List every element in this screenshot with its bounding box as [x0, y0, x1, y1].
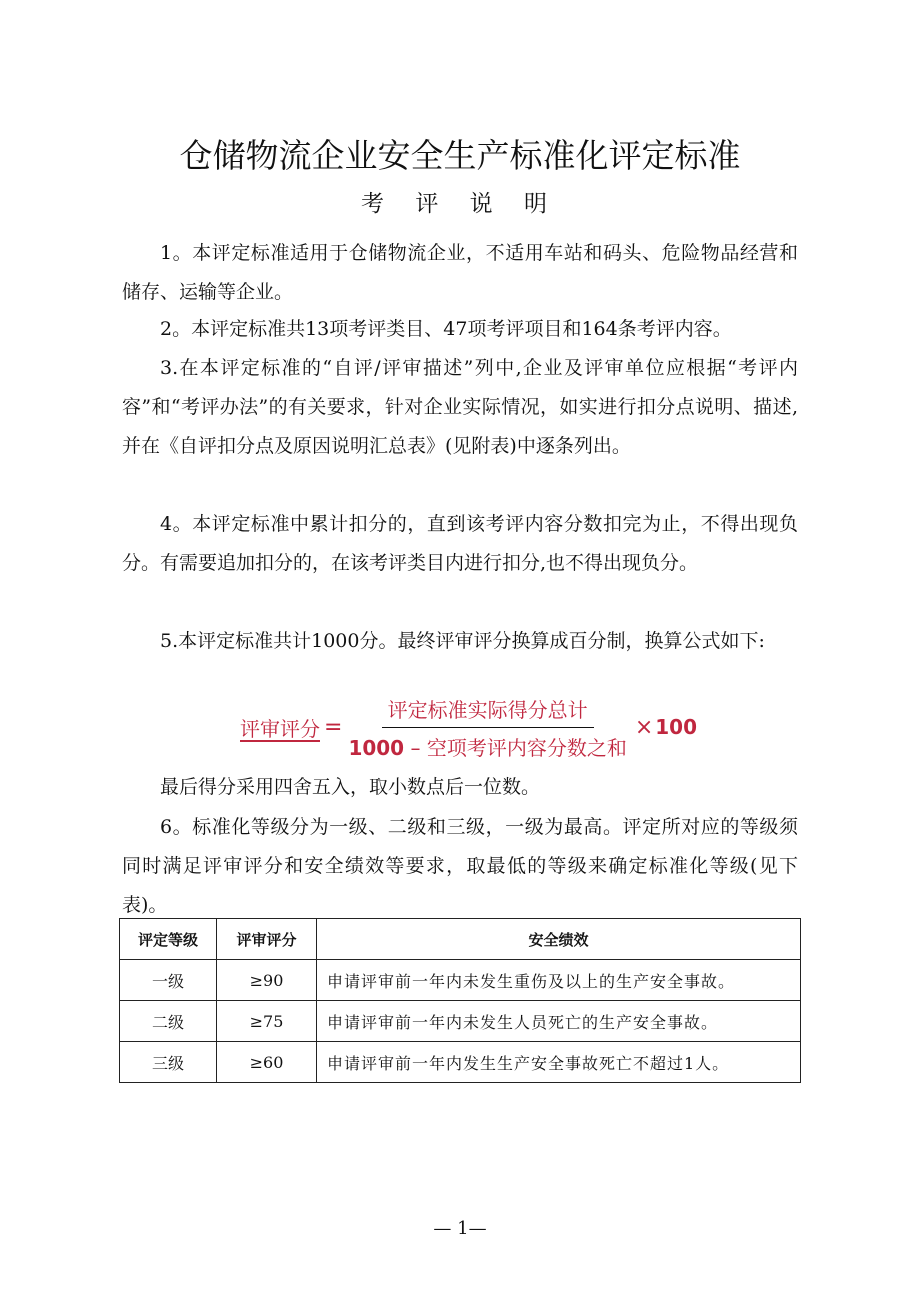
table-row: [120, 1042, 801, 1083]
page-number: — 1—: [433, 1218, 487, 1239]
header-performance: 安全绩效: [317, 919, 801, 960]
header-grade: 评定等级: [120, 919, 217, 960]
paragraph-5: 5.本评定标准共计1000分。最终评审评分换算成百分制，换算公式如下:: [160, 630, 765, 652]
formula-lhs: 评审评分: [240, 716, 320, 741]
formula-denominator-text: 空项考评内容分数之和: [426, 735, 627, 760]
table-row: [120, 960, 801, 1001]
cell-grade: 一级: [120, 960, 217, 1001]
cell-grade: 二级: [120, 1001, 217, 1042]
cell-performance: 申请评审前一年内未发生人员死亡的生产安全事故。: [317, 1001, 801, 1042]
section-subtitle: 考 评 说 明: [361, 191, 559, 217]
cell-score: ≥75: [217, 1001, 317, 1042]
cell-score: ≥60: [217, 1042, 317, 1083]
paragraph-7: 6。标准化等级分为一级、二级和三级，一级为最高。评定所对应的等级须同时满足评审评分和安全绩效等要求，取最低的等级来确定标准化等级(见下表)。: [122, 816, 798, 916]
paragraph-1: 1。本评定标准适用于仓储物流企业，不适用车站和码头、危险物品经营和储存、运输等企业。: [122, 242, 798, 303]
paragraph-4: 4。本评定标准中累计扣分的，直到该考评内容分数扣完为止，不得出现负分。有需要追加扣分的，在该考评类目内进行扣分,也不得出现负分。: [122, 513, 798, 574]
formula-multiplier: 100: [655, 715, 698, 739]
table-row: [120, 1001, 801, 1042]
cell-performance: 申请评审前一年内发生生产安全事故死亡不超过1人。: [317, 1042, 801, 1083]
paragraph-2: 2。本评定标准共13项考评类目、47项考评项目和164条考评内容。: [160, 318, 732, 340]
header-score: 评审评分: [217, 919, 317, 960]
table-header-row: [120, 919, 801, 960]
grade-table: [119, 918, 801, 1083]
paragraph-3: 3.在本评定标准的“自评/评审描述”列中,企业及评审单位应根据“考评内容”和“考评办法”的有关要求，针对企业实际情况，如实进行扣分点说明、描述,并在《自评扣分点及原因说明汇总表》(见附表)中逐条列出。: [122, 357, 798, 457]
formula-fraction: [346, 694, 628, 761]
cell-grade: 三级: [120, 1042, 217, 1083]
formula-denominator-number: 1000: [348, 735, 405, 760]
paragraph-6: 最后得分采用四舍五入，取小数点后一位数。: [160, 776, 541, 798]
formula-minus: –: [410, 735, 421, 760]
formula-equals: =: [324, 714, 343, 740]
document-title: 仓储物流企业安全生产标准化评定标准: [179, 136, 741, 175]
cell-score: ≥90: [217, 960, 317, 1001]
formula-numerator: 评定标准实际得分总计: [382, 694, 594, 728]
cell-performance: 申请评审前一年内未发生重伤及以上的生产安全事故。: [317, 960, 801, 1001]
formula-denominator: [346, 728, 628, 761]
formula-times: ×: [634, 714, 654, 740]
score-formula: [240, 692, 697, 762]
